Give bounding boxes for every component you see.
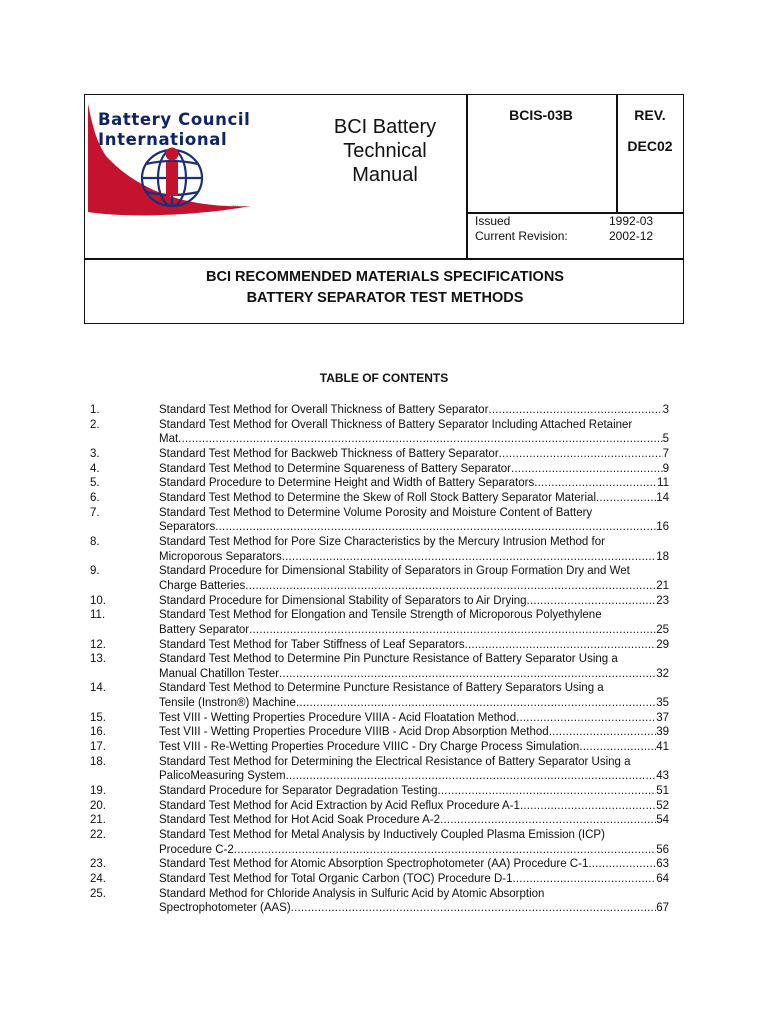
- toc-dot-leader: [282, 550, 656, 565]
- toc-entry-title: Standard Procedure to Determine Height and Width of Battery Separators: [159, 477, 535, 490]
- toc-dot-leader: [234, 843, 656, 858]
- header-divider-logo: [466, 95, 468, 259]
- toc-entry-title: Standard Procedure for Separator Degradation Testing: [159, 785, 438, 798]
- toc-entry-number: 5.: [90, 477, 100, 490]
- toc-page-number: 51: [656, 785, 669, 798]
- toc-entry: [90, 506, 680, 535]
- toc-dot-leader: [527, 594, 657, 609]
- toc-entry-number: 2.: [90, 418, 100, 431]
- toc-entry-number: 1.: [90, 404, 100, 416]
- toc-entry-title: Standard Test Method for Overall Thickness of Battery Separator: [159, 404, 489, 416]
- toc-entry-number: 3.: [90, 447, 100, 460]
- toc-dot-leader: [511, 462, 663, 477]
- toc-entry: [90, 608, 680, 637]
- toc-page-number: 7: [662, 447, 669, 460]
- toc-entry: [90, 594, 680, 609]
- current-revision-label: Current Revision:: [475, 229, 568, 243]
- logo-wordmark: [98, 110, 250, 150]
- toc-entry: [90, 403, 680, 418]
- toc-entry: [90, 828, 680, 857]
- logo-trademark: TM: [232, 204, 238, 209]
- toc-entry-number: 16.: [90, 726, 106, 739]
- toc-page-number: 14: [656, 491, 669, 504]
- toc-entry: [90, 711, 680, 726]
- issued-label: Issued: [475, 214, 511, 228]
- toc-entry-title-line: Standard Procedure for Dimensional Stability of Separators in Group Formation Dry and Wet: [159, 565, 630, 578]
- toc-entry-title-line: Standard Test Method to Determine Puncture Resistance of Battery Separators Using a: [159, 682, 604, 695]
- toc-entry: [90, 740, 680, 755]
- toc-dot-leader: [296, 696, 656, 711]
- revision-value: DEC02: [627, 138, 673, 154]
- toc-entry-title-line: Standard Test Method for Determining the Electrical Resistance of Battery Separator Using a: [159, 755, 631, 768]
- toc-dot-leader: [549, 725, 657, 740]
- toc-entry: [90, 652, 680, 681]
- toc-dot-leader: [588, 857, 656, 872]
- toc-entry-number: 13.: [90, 653, 106, 666]
- toc-entry-title: Standard Test Method for Acid Extraction by Acid Reflux Procedure A-1: [159, 799, 520, 812]
- toc-entry-number: 8.: [90, 535, 100, 548]
- toc-entry-number: 20.: [90, 799, 106, 812]
- toc-page-number: 63: [656, 858, 669, 871]
- toc-entry-number: 21.: [90, 814, 106, 827]
- toc-entry: [90, 418, 680, 447]
- toc-dot-leader: [512, 872, 656, 887]
- toc-page-number: 23: [656, 594, 669, 607]
- toc-entry: [90, 447, 680, 462]
- toc-entry-title-line: Standard Test Method to Determine Volume Porosity and Moisture Content of Battery: [159, 506, 593, 519]
- toc-dot-leader: [291, 901, 657, 916]
- toc-dot-leader: [249, 623, 656, 638]
- toc-entry-number: 4.: [90, 462, 100, 475]
- toc-entry-title: Microporous Separators: [159, 550, 282, 563]
- toc-entry-number: 23.: [90, 858, 106, 871]
- toc-entry: [90, 462, 680, 477]
- toc-entry-number: 22.: [90, 829, 106, 842]
- toc-entry-number: 11.: [90, 609, 106, 622]
- toc-entry-number: 12.: [90, 638, 106, 651]
- manual-title: [305, 115, 465, 187]
- toc-entry: [90, 799, 680, 814]
- toc-entry: [90, 857, 680, 872]
- toc-dot-leader: [286, 769, 657, 784]
- toc-entry-number: 7.: [90, 506, 100, 519]
- toc-entry-title: Standard Test Method for Taber Stiffness of Leaf Separators: [159, 638, 465, 651]
- toc-entry-title: Standard Test Method to Determine Squareness of Battery Separator: [159, 462, 512, 475]
- toc-entry-title: Battery Separator: [159, 623, 250, 636]
- toc-entry-number: 9.: [90, 565, 100, 578]
- toc-entry-title-line: Standard Test Method for Elongation and Tensile Strength of Microporous Polyethylene: [159, 609, 602, 622]
- table-of-contents: [90, 403, 680, 916]
- toc-dot-leader: [279, 667, 656, 682]
- header-divider-subtitle: [85, 258, 683, 260]
- toc-entry-title-line: Standard Test Method for Overall Thickness of Battery Separator Including Attached Retainer: [159, 418, 633, 431]
- toc-entry: [90, 887, 680, 916]
- toc-entry-title: Manual Chatillon Tester: [159, 667, 279, 680]
- issued-value: 1992-03: [609, 214, 654, 228]
- toc-dot-leader: [516, 711, 656, 726]
- toc-entry-title-line: Standard Method for Chloride Analysis in Sulfuric Acid by Atomic Absorption: [159, 887, 545, 900]
- toc-entry: [90, 564, 680, 593]
- toc-entry-number: 18.: [90, 755, 106, 768]
- toc-entry-number: 19.: [90, 785, 106, 798]
- toc-page-number: 43: [656, 770, 669, 783]
- toc-page-number: 64: [656, 873, 669, 885]
- toc-entry-title-line: Standard Test Method to Determine Pin Puncture Resistance of Battery Separator Using a: [159, 653, 618, 666]
- toc-entry-title: Procedure C-2: [159, 843, 234, 856]
- toc-page-number: 25: [656, 623, 669, 636]
- toc-dot-leader: [579, 740, 656, 755]
- toc-entry-title: Test VIII - Wetting Properties Procedure VIIIA - Acid Floatation Method: [159, 711, 517, 724]
- toc-entry: [90, 476, 680, 491]
- toc-page-number: 3: [662, 404, 669, 416]
- toc-dot-leader: [215, 520, 656, 535]
- toc-page-number: 16: [656, 521, 669, 534]
- toc-entry: [90, 813, 680, 828]
- toc-dot-leader: [245, 579, 656, 594]
- toc-entry: [90, 535, 680, 564]
- toc-entry-title: Standard Test Method for Atomic Absorption Spectrophotometer (AA) Procedure C-1: [159, 858, 589, 871]
- toc-page-number: 35: [656, 697, 669, 710]
- toc-entry-number: 6.: [90, 491, 100, 504]
- toc-entry-title: Tensile (Instron®) Machine: [159, 697, 296, 710]
- toc-page-number: 54: [656, 814, 669, 827]
- toc-page-number: 52: [656, 799, 669, 812]
- toc-entry-title-line: Standard Test Method for Metal Analysis by Inductively Coupled Plasma Emission (ICP): [159, 829, 605, 842]
- logo-line-2: International: [98, 130, 228, 149]
- toc-dot-leader: [438, 784, 657, 799]
- toc-entry-title: Standard Test Method for Backweb Thickness of Battery Separator: [159, 447, 499, 460]
- toc-dot-leader: [534, 476, 657, 491]
- toc-entry-title: PalicoMeasuring System: [159, 770, 286, 783]
- toc-heading: TABLE OF CONTENTS: [319, 371, 449, 385]
- bci-logo: [86, 96, 266, 258]
- document-code: BCIS-03B: [509, 107, 573, 123]
- toc-page-number: 29: [656, 638, 669, 651]
- toc-entry: [90, 872, 680, 887]
- toc-page-number: 56: [656, 843, 669, 856]
- toc-dot-leader: [596, 491, 656, 506]
- toc-entry-number: 15.: [90, 711, 106, 724]
- toc-entry-title: Standard Test Method for Total Organic Carbon (TOC) Procedure D-1: [159, 873, 513, 885]
- toc-page-number: 67: [656, 902, 669, 915]
- toc-entry-title: Standard Test Method for Hot Acid Soak Procedure A-2: [159, 814, 441, 827]
- toc-dot-leader: [499, 447, 663, 462]
- toc-entry-number: 25.: [90, 887, 106, 900]
- toc-dot-leader: [440, 813, 656, 828]
- toc-entry: [90, 638, 680, 653]
- toc-dot-leader: [520, 799, 656, 814]
- toc-dot-leader: [178, 432, 662, 447]
- subtitle-line-1: BCI RECOMMENDED MATERIALS SPECIFICATIONS: [206, 269, 564, 285]
- toc-page-number: 21: [656, 579, 669, 592]
- toc-entry-title: Separators: [159, 521, 216, 534]
- toc-page-number: 41: [656, 741, 669, 754]
- toc-entry-number: 10.: [90, 594, 106, 607]
- current-revision-value: 2002-12: [609, 229, 654, 243]
- revision-label: REV.: [634, 107, 666, 123]
- toc-entry-number: 17.: [90, 741, 106, 754]
- toc-page-number: 18: [656, 550, 669, 563]
- toc-page-number: 37: [656, 711, 669, 724]
- toc-entry: [90, 491, 680, 506]
- document-header: [84, 94, 684, 324]
- toc-entry-title: Test VIII - Re-Wetting Properties Procedure VIIIC - Dry Charge Process Simulation: [159, 741, 580, 754]
- toc-entry-title: Test VIII - Wetting Properties Procedure VIIIB - Acid Drop Absorption Method: [159, 726, 549, 739]
- toc-entry-title: Mat: [159, 433, 179, 446]
- toc-entry: [90, 681, 680, 710]
- toc-entry: [90, 725, 680, 740]
- toc-entry-title-line: Standard Test Method for Pore Size Characteristics by the Mercury Intrusion Method for: [159, 535, 605, 548]
- toc-entry: [90, 755, 680, 784]
- toc-entry-title: Spectrophotometer (AAS): [159, 902, 291, 915]
- toc-entry-title: Standard Test Method to Determine the Skew of Roll Stock Battery Separator Material: [159, 491, 596, 504]
- toc-page-number: 32: [656, 667, 669, 680]
- logo-line-1: Battery Council: [98, 110, 251, 129]
- title-line-3: Manual: [352, 164, 418, 186]
- toc-entry-number: 24.: [90, 873, 106, 885]
- toc-page-number: 39: [656, 726, 669, 739]
- title-line-2: Technical: [343, 140, 427, 162]
- toc-entry-title: Standard Procedure for Dimensional Stability of Separators to Air Drying: [159, 594, 527, 607]
- toc-dot-leader: [488, 403, 662, 418]
- subtitle-line-2: BATTERY SEPARATOR TEST METHODS: [246, 290, 524, 306]
- toc-entry-number: 14.: [90, 682, 106, 695]
- toc-page-number: 9: [662, 462, 669, 475]
- toc-entry-title: Charge Batteries: [159, 579, 246, 592]
- toc-page-number: 5: [662, 433, 669, 446]
- title-line-1: BCI Battery: [333, 116, 437, 138]
- toc-dot-leader: [465, 638, 657, 653]
- toc-entry: [90, 784, 680, 799]
- toc-page-number: 11: [657, 477, 669, 490]
